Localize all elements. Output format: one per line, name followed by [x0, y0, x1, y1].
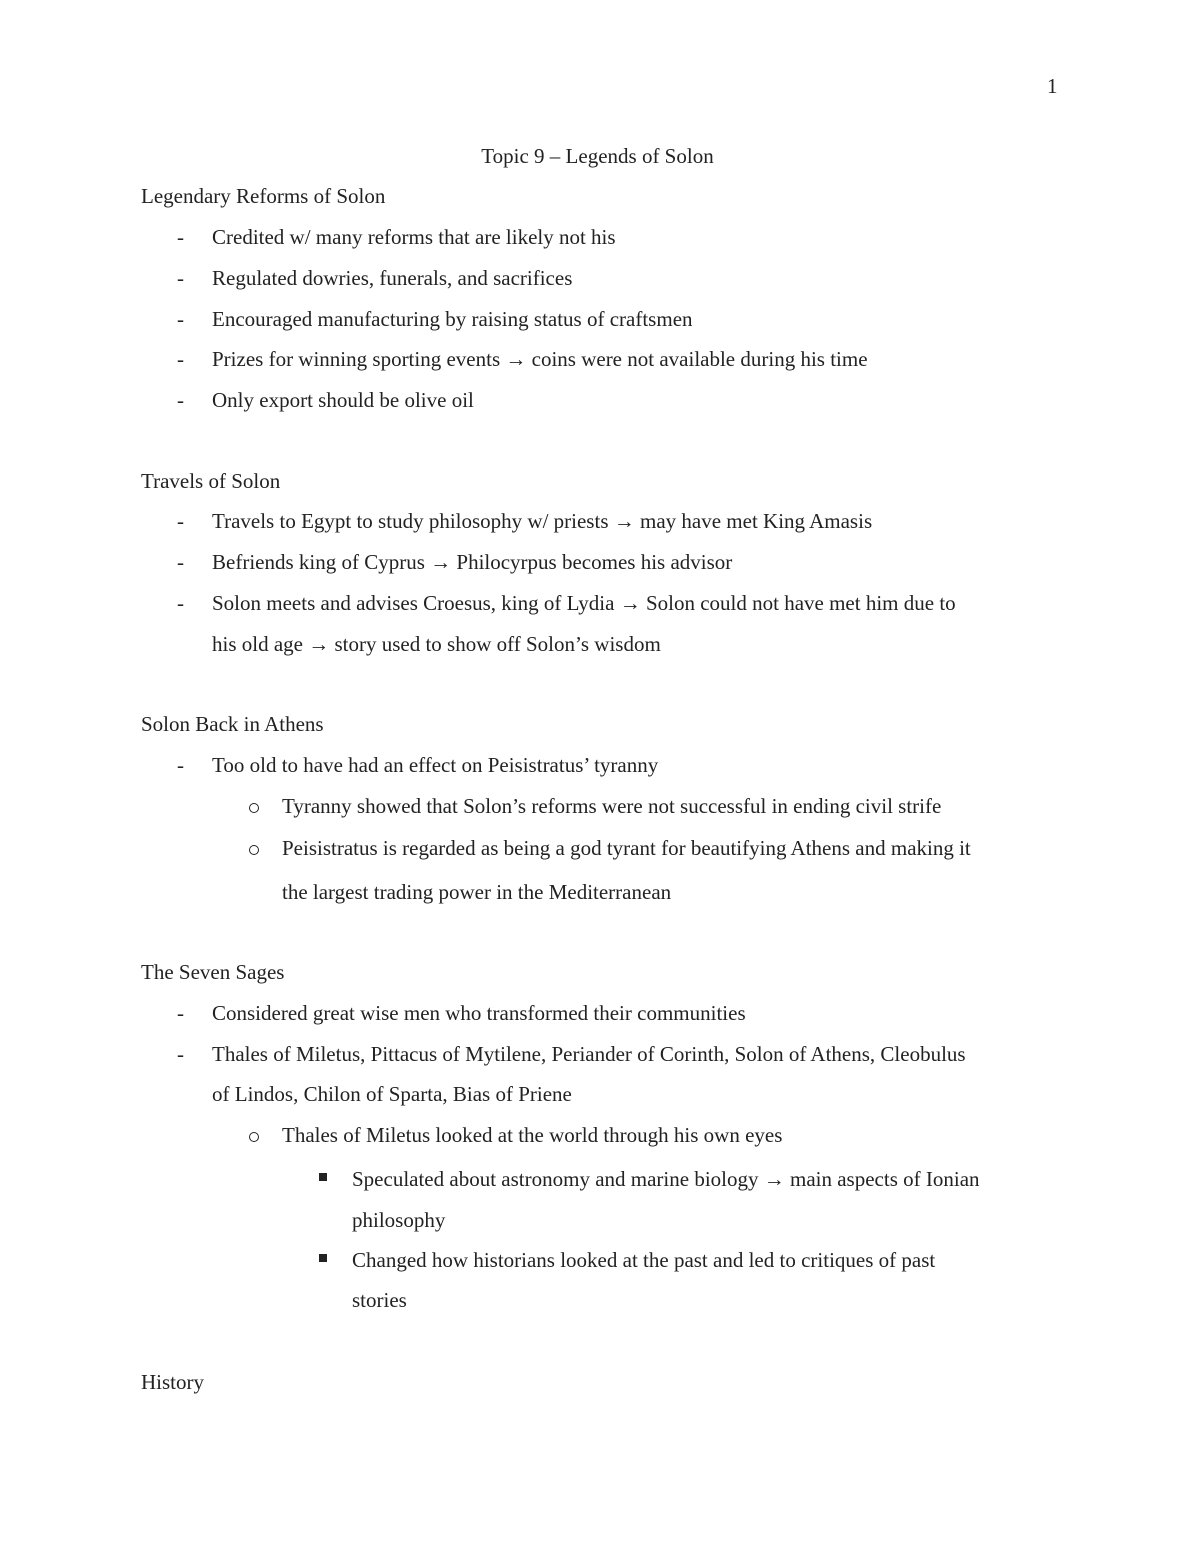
- sub-sub-list-item: Speculated about astronomy and marine biology → main aspects of Ionian: [352, 1167, 980, 1191]
- list-item: Thales of Miletus, Pittacus of Mytilene, Periander of Corinth, Solon of Athens, Cleobulus: [212, 1042, 966, 1066]
- dash-bullet: -: [177, 753, 184, 777]
- dash-bullet: -: [177, 347, 184, 371]
- dash-bullet: -: [177, 307, 184, 331]
- sub-list-item: Peisistratus is regarded as being a god tyrant for beautifying Athens and making it: [282, 836, 971, 860]
- sub-list-item: Thales of Miletus looked at the world through his own eyes: [282, 1123, 783, 1147]
- list-item: Prizes for winning sporting events → coins were not available during his time: [212, 347, 868, 371]
- list-item: Credited w/ many reforms that are likely not his: [212, 225, 616, 249]
- section-heading: The Seven Sages: [141, 960, 285, 984]
- square-bullet-icon: [319, 1254, 327, 1262]
- list-item: Only export should be olive oil: [212, 388, 474, 412]
- list-item-continuation: of Lindos, Chilon of Sparta, Bias of Priene: [212, 1082, 572, 1106]
- dash-bullet: -: [177, 266, 184, 290]
- sub-sub-list-item: Changed how historians looked at the past and led to critiques of past: [352, 1248, 936, 1272]
- list-item: Too old to have had an effect on Peisistratus’ tyranny: [212, 753, 659, 777]
- section-heading: Solon Back in Athens: [141, 712, 324, 736]
- dash-bullet: -: [177, 1042, 184, 1066]
- section-heading: Legendary Reforms of Solon: [141, 184, 386, 208]
- dash-bullet: -: [177, 225, 184, 249]
- page-number: 1: [1047, 74, 1058, 98]
- section-heading: History: [141, 1370, 204, 1394]
- page-title: Topic 9 – Legends of Solon: [481, 144, 714, 168]
- list-item: Befriends king of Cyprus → Philocyrpus becomes his advisor: [212, 550, 733, 574]
- sub-sub-list-item-continuation: stories: [352, 1288, 407, 1312]
- circle-bullet-icon: [249, 803, 259, 813]
- square-bullet-icon: [319, 1173, 327, 1181]
- dash-bullet: -: [177, 1001, 184, 1025]
- list-item: Encouraged manufacturing by raising status of craftsmen: [212, 307, 693, 331]
- sub-list-item-continuation: the largest trading power in the Mediterranean: [282, 880, 672, 904]
- list-item-continuation: his old age → story used to show off Solon’s wisdom: [212, 632, 661, 656]
- section-heading: Travels of Solon: [141, 469, 281, 493]
- dash-bullet: -: [177, 388, 184, 412]
- circle-bullet-icon: [249, 845, 259, 855]
- dash-bullet: -: [177, 509, 184, 533]
- circle-bullet-icon: [249, 1132, 259, 1142]
- sub-sub-list-item-continuation: philosophy: [352, 1208, 446, 1232]
- dash-bullet: -: [177, 591, 184, 615]
- sub-list-item: Tyranny showed that Solon’s reforms were not successful in ending civil strife: [282, 794, 942, 818]
- list-item: Solon meets and advises Croesus, king of Lydia → Solon could not have met him due to: [212, 591, 956, 615]
- dash-bullet: -: [177, 550, 184, 574]
- list-item: Travels to Egypt to study philosophy w/ priests → may have met King Amasis: [212, 509, 873, 533]
- list-item: Regulated dowries, funerals, and sacrifices: [212, 266, 573, 290]
- list-item: Considered great wise men who transformed their communities: [212, 1001, 746, 1025]
